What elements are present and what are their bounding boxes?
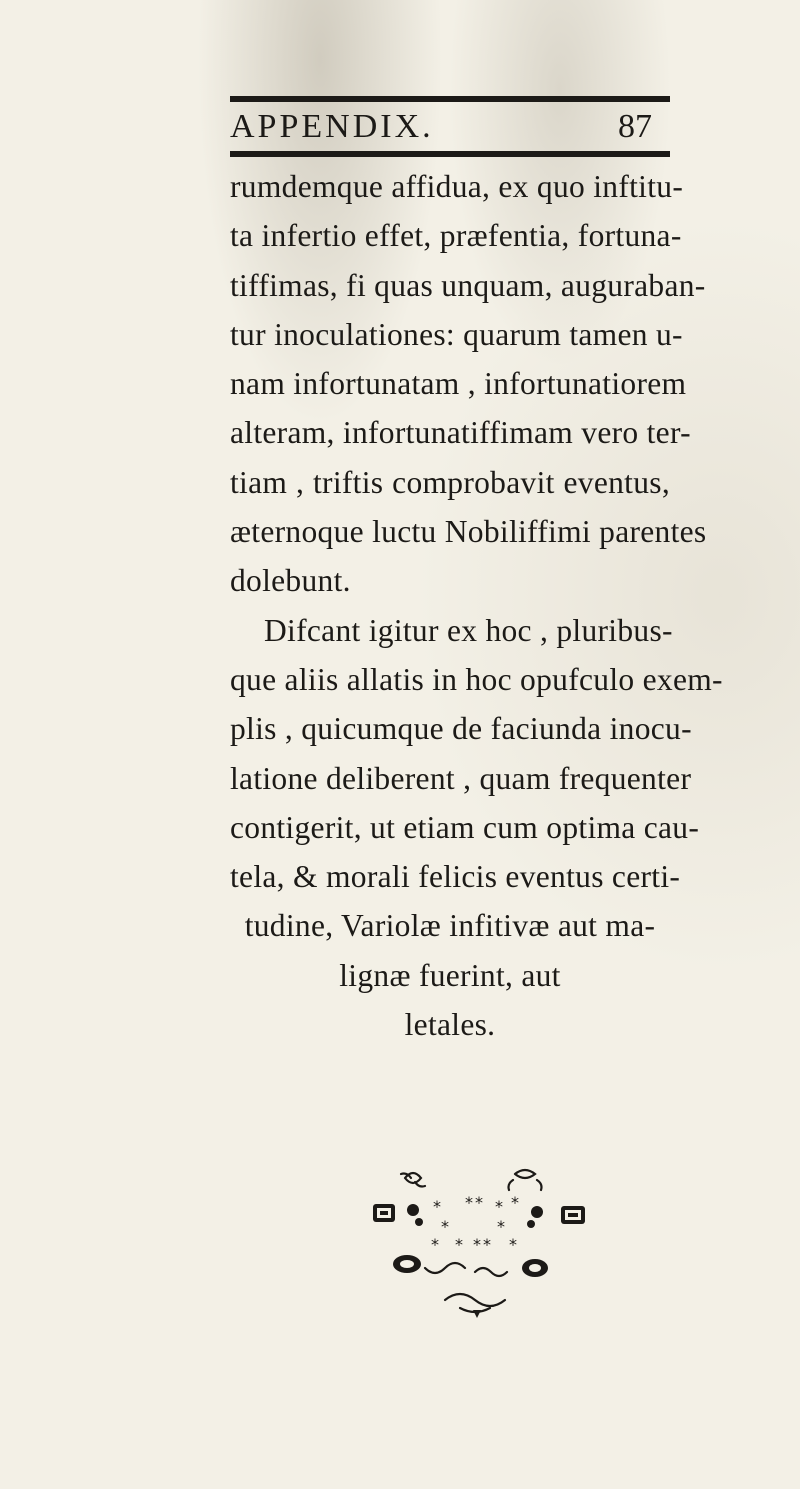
printers-ornament-icon bbox=[365, 1160, 595, 1320]
svg-text:*: * bbox=[433, 1197, 441, 1216]
page-header bbox=[230, 103, 670, 151]
text-line: dolebunt. bbox=[230, 563, 351, 599]
svg-text:*: * bbox=[441, 1217, 449, 1236]
text-line: tela, & morali felicis eventus certi- bbox=[230, 859, 681, 895]
text-line: que aliis allatis in hoc opufculo exem- bbox=[230, 661, 723, 697]
text-line: latione deliberent , quam frequenter bbox=[230, 760, 692, 796]
header-rule-top bbox=[230, 96, 670, 102]
svg-text:*: * bbox=[483, 1235, 491, 1254]
running-head: APPENDIX. bbox=[230, 108, 434, 145]
text-line: contigerit, ut etiam cum optima cau- bbox=[230, 809, 700, 845]
text-line: tiffimas, fi quas unquam, auguraban- bbox=[230, 267, 706, 303]
header-rule-bottom bbox=[230, 151, 670, 157]
svg-text:*: * bbox=[473, 1235, 481, 1254]
text-line: ta infertio effet, præfentia, fortuna- bbox=[230, 218, 682, 254]
text-line: tur inoculationes: quarum tamen u- bbox=[230, 316, 683, 352]
svg-text:*: * bbox=[511, 1193, 519, 1212]
svg-text:*: * bbox=[475, 1193, 483, 1212]
text-line: letales. bbox=[404, 1007, 496, 1043]
svg-text:*: * bbox=[455, 1235, 463, 1254]
text-line: tudine, Variolæ infitivæ aut ma- bbox=[244, 908, 656, 944]
text-line: plis , quicumque de faciunda inocu- bbox=[230, 711, 692, 747]
text-line: lignæ fuerint, aut bbox=[339, 957, 561, 993]
text-line: Difcant igitur ex hoc , pluribus- bbox=[264, 612, 673, 648]
svg-text:*: * bbox=[431, 1235, 439, 1254]
text-line: alteram, infortunatiffimam vero ter- bbox=[230, 415, 691, 451]
svg-text:*: * bbox=[495, 1197, 503, 1216]
body-text bbox=[230, 162, 723, 1049]
text-line: rumdemque affidua, ex quo inftitu- bbox=[230, 169, 684, 204]
text-line: nam infortunatam , infortunatiorem bbox=[230, 366, 687, 402]
svg-text:*: * bbox=[497, 1217, 505, 1236]
svg-text:*: * bbox=[509, 1235, 517, 1254]
text-line: æternoque luctu Nobiliffimi parentes bbox=[230, 514, 707, 550]
text-line: tiam , triftis comprobavit eventus, bbox=[230, 464, 670, 500]
page-number: 87 bbox=[618, 108, 652, 145]
svg-text:*: * bbox=[465, 1193, 473, 1212]
